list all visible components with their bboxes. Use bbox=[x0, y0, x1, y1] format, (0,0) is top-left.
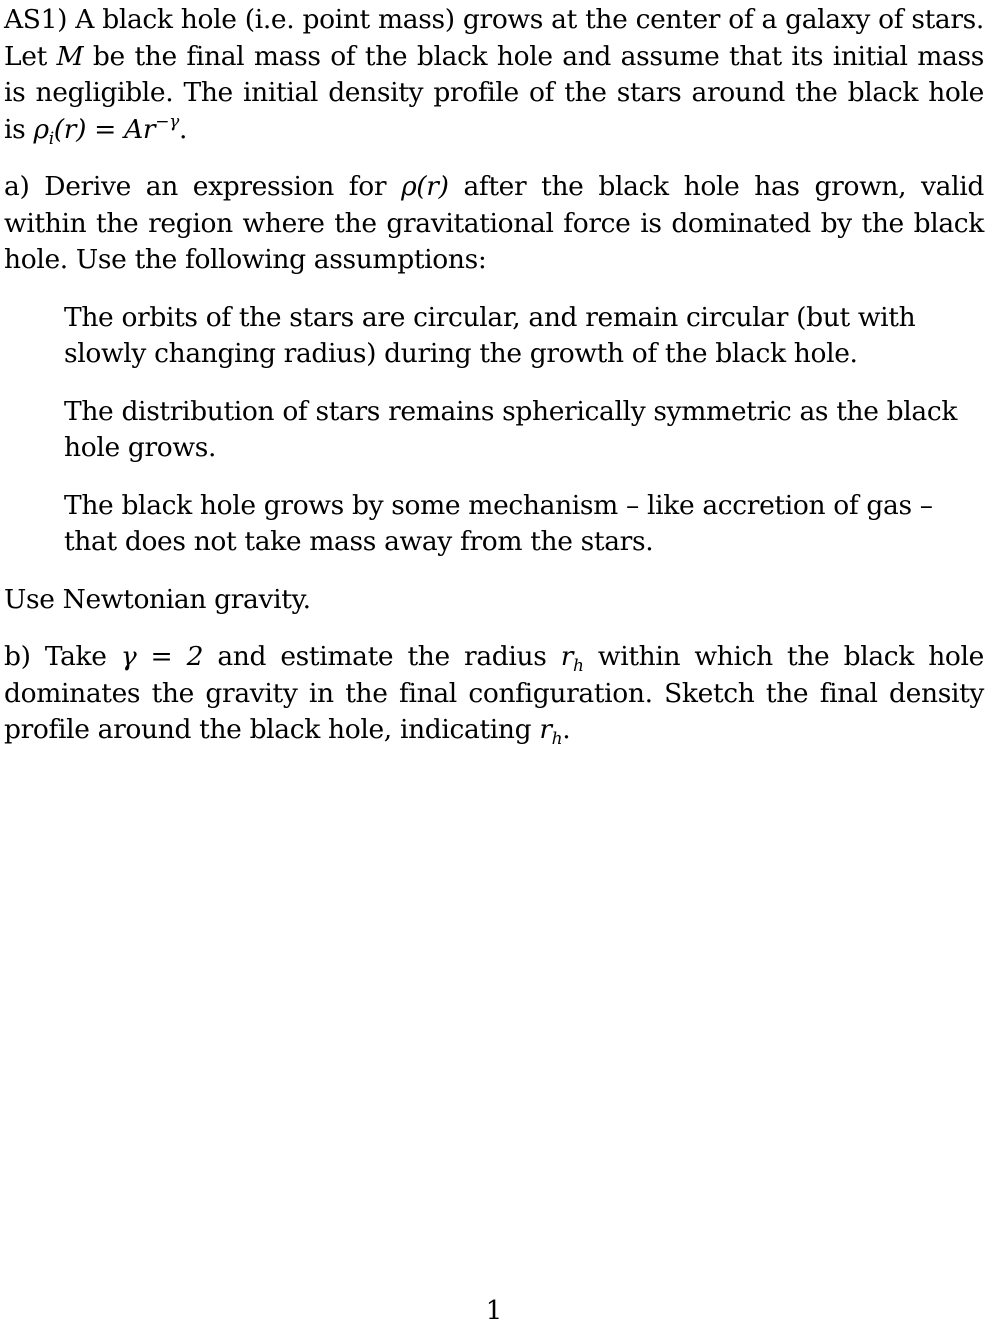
part-b-text-2: and estimate the radius bbox=[203, 641, 561, 672]
mass-symbol: M bbox=[56, 40, 84, 72]
part-b-period: . bbox=[562, 714, 571, 745]
rh-subscript: h bbox=[573, 656, 584, 676]
constant-a: A bbox=[124, 113, 143, 145]
part-b-text-3: within which the black hole dominates the gravity in the final configuration. Sketch the final density profile around the black hole, indicating bbox=[4, 641, 984, 745]
newtonian-note: Use Newtonian gravity. bbox=[4, 583, 311, 615]
rh-symbol: r bbox=[560, 641, 574, 672]
intro-text-2: be the final mass of the black hole and assume that its initial mass is negligible. The initial density profile of the stars around the black hole is bbox=[4, 40, 984, 145]
part-a bbox=[4, 169, 984, 279]
rho-symbol: ρ bbox=[33, 113, 49, 145]
rho-subscript: i bbox=[48, 128, 54, 149]
assumption-circular-orbits: The orbits of the stars are circular, and remain circular (but with slowly changing radius) during the growth of the black hole. bbox=[64, 301, 916, 369]
rho-argument: (r) bbox=[53, 113, 87, 145]
part-a-text-1: a) Derive an expression for bbox=[4, 171, 402, 202]
part-b bbox=[4, 639, 984, 749]
intro-period: . bbox=[178, 113, 188, 145]
gamma-equation: γ = 2 bbox=[120, 641, 204, 672]
part-b-text-1: b) Take bbox=[4, 641, 121, 672]
intro-text-1: AS1) A black hole (i.e. point mass) grows at the center of a galaxy of stars. Let bbox=[4, 4, 984, 72]
problem-page bbox=[4, 2, 984, 770]
rh-symbol-2: r bbox=[539, 714, 552, 745]
gamma-exponent: −γ bbox=[155, 111, 179, 132]
equals-sign: = bbox=[86, 113, 125, 145]
rho-r-expression: ρ(r) bbox=[401, 171, 449, 202]
problem-intro bbox=[4, 2, 984, 148]
part-a-text-2: after the black hole has grown, valid within the region where the gravitational force is dominated by the black hole. Use the following assumptions: bbox=[4, 171, 984, 275]
assumption-spherical-symmetry: The distribution of stars remains spherically symmetric as the black hole grows. bbox=[64, 395, 958, 463]
radius-symbol: r bbox=[142, 113, 156, 145]
assumption-growth-mechanism: The black hole grows by some mechanism – like accretion of gas – that does not take mass away from the stars. bbox=[64, 489, 933, 557]
rh-subscript-2: h bbox=[551, 729, 563, 749]
page-number: 1 bbox=[485, 1296, 503, 1326]
